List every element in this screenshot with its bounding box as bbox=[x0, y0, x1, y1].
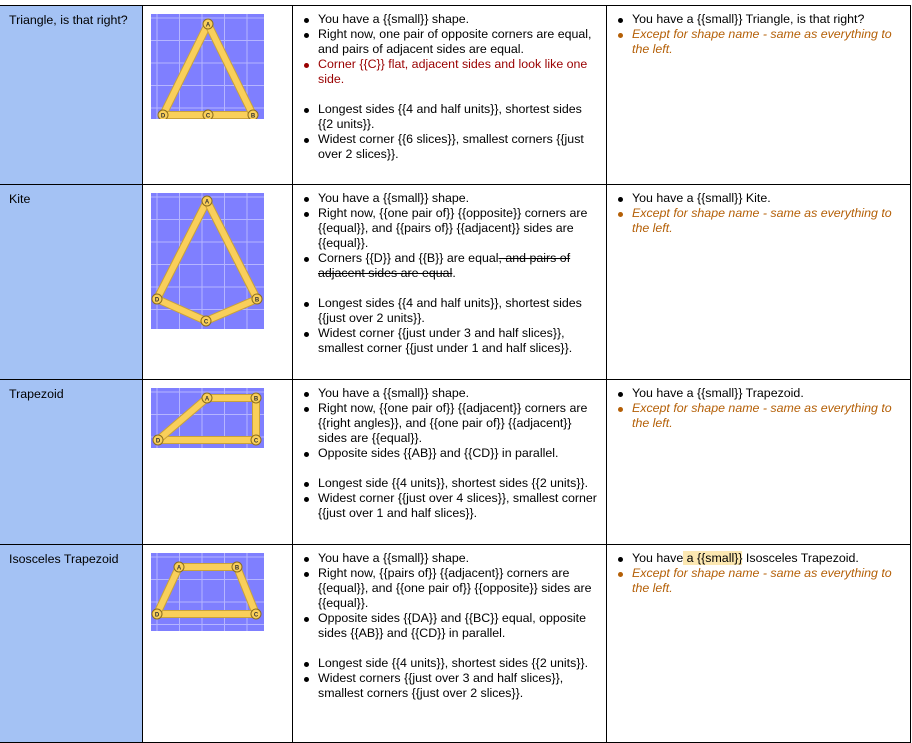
bullet-item bbox=[318, 102, 600, 132]
vertex-label: B bbox=[234, 565, 240, 572]
bullet-item bbox=[318, 611, 600, 641]
bullet-text: You have a {{small}} Triangle, is that right? bbox=[632, 12, 865, 26]
bullet-list bbox=[615, 386, 904, 431]
vertex-label: C bbox=[253, 612, 259, 619]
bullet-item bbox=[632, 27, 904, 57]
bullet-item bbox=[632, 386, 904, 401]
bullet-text: Longest side {{4 units}}, shortest sides {{2 units}}. bbox=[318, 656, 589, 670]
vertex-label: C bbox=[253, 438, 259, 445]
table-row bbox=[0, 185, 911, 380]
bullet-list bbox=[301, 386, 600, 461]
shape-name-cell bbox=[0, 6, 143, 185]
bullet-text: You have a {{small}} shape. bbox=[318, 12, 470, 26]
bullet-text: Corner {{C}} flat, adjacent sides and look like one side. bbox=[318, 57, 588, 86]
shape-name: Triangle, is that right? bbox=[9, 13, 128, 27]
shape-diagram bbox=[151, 193, 264, 329]
bullet-item bbox=[632, 191, 904, 206]
vertex-label: A bbox=[176, 565, 182, 572]
shape-name-cell bbox=[0, 545, 143, 743]
bullet-item bbox=[318, 566, 600, 611]
bullet-item bbox=[318, 12, 600, 27]
bullet-text: Widest corner {{6 slices}}, smallest corners {{just over 2 slices}}. bbox=[318, 132, 584, 161]
summary-cell bbox=[607, 545, 911, 743]
bullet-text: Right now, {{pairs of}} {{adjacent}} corners are {{equal}}, and {{one pair of}} {{opposite}} sides are {{equal}}. bbox=[318, 566, 592, 610]
bullet-item bbox=[318, 27, 600, 57]
bullet-text: Opposite sides {{AB}} and {{CD}} in parallel. bbox=[318, 446, 559, 460]
bullet-text: Longest sides {{4 and half units}}, shortest sides {{just over 2 units}}. bbox=[318, 296, 582, 325]
bullet-item bbox=[318, 132, 600, 162]
vertex-label: D bbox=[160, 113, 166, 119]
shapes-table bbox=[0, 5, 911, 743]
vertex-label: A bbox=[205, 22, 211, 29]
bullet-text: Right now, {{one pair of}} {{opposite}} corners are {{equal}}, and {{pairs of}} {{adjacent}} sides are {{equal}}. bbox=[318, 206, 588, 250]
shape-name-cell bbox=[0, 185, 143, 380]
bullet-item bbox=[632, 551, 904, 566]
struck-text: , and pairs of adjacent sides are equal bbox=[318, 251, 571, 280]
vertex-label: B bbox=[253, 396, 259, 403]
bullet-text: You have a {{small}} Kite. bbox=[632, 191, 771, 205]
bullet-item bbox=[318, 251, 600, 281]
description-cell bbox=[293, 6, 607, 185]
bullet-text: Widest corner {{just under 3 and half slices}}, smallest corner {{just under 1 and half slices}}. bbox=[318, 326, 573, 355]
bullet-item bbox=[318, 206, 600, 251]
bullet-item bbox=[318, 551, 600, 566]
bullet-item bbox=[318, 296, 600, 326]
shape-diagram bbox=[151, 553, 264, 631]
bullet-text: Widest corners {{just over 3 and half slices}}, smallest corners {{just over 2 slices}}. bbox=[318, 671, 564, 700]
bullet-text: Except for shape name - same as everything to the left. bbox=[632, 401, 892, 430]
spacer bbox=[301, 461, 600, 476]
summary-cell bbox=[607, 380, 911, 545]
bullet-item bbox=[632, 401, 904, 431]
bullet-item bbox=[318, 671, 600, 701]
bullet-list bbox=[301, 656, 600, 701]
bullet-item bbox=[632, 12, 904, 27]
vertex-label: A bbox=[204, 199, 210, 206]
summary-cell bbox=[607, 185, 911, 380]
bullet-item bbox=[318, 57, 600, 87]
bullet-list bbox=[615, 12, 904, 57]
bullet-text: Isosceles Trapezoid. bbox=[742, 551, 859, 565]
table-row bbox=[0, 380, 911, 545]
bullet-item bbox=[318, 476, 600, 491]
bullet-text: Except for shape name - same as everything to the left. bbox=[632, 566, 892, 595]
table-row bbox=[0, 545, 911, 743]
bullet-text: You have a {{small}} shape. bbox=[318, 386, 470, 400]
bullet-item bbox=[318, 191, 600, 206]
vertex-label: C bbox=[203, 319, 209, 326]
bullet-list bbox=[301, 476, 600, 521]
bullet-text: Longest sides {{4 and half units}}, shortest sides {{2 units}}. bbox=[318, 102, 582, 131]
bullet-item bbox=[318, 326, 600, 356]
description-cell bbox=[293, 185, 607, 380]
vertex-label: B bbox=[250, 113, 256, 119]
bullet-list bbox=[301, 296, 600, 356]
shape-image-cell bbox=[143, 380, 293, 545]
shape-name-cell bbox=[0, 380, 143, 545]
description-cell bbox=[293, 380, 607, 545]
bullet-text: You have bbox=[632, 551, 684, 565]
bullet-list bbox=[301, 551, 600, 641]
bullet-text: You have a {{small}} shape. bbox=[318, 551, 470, 565]
shape-diagram bbox=[151, 388, 264, 448]
bullet-text: Longest side {{4 units}}, shortest sides {{2 units}}. bbox=[318, 476, 589, 490]
bullet-text: Except for shape name - same as everything to the left. bbox=[632, 27, 892, 56]
bullet-item bbox=[632, 206, 904, 236]
bullet-item bbox=[318, 446, 600, 461]
spacer bbox=[301, 641, 600, 656]
shape-image-cell bbox=[143, 6, 293, 185]
vertex-label: D bbox=[155, 438, 161, 445]
vertex-label: A bbox=[204, 396, 210, 403]
bullet-text: . bbox=[452, 266, 456, 280]
vertex-label: D bbox=[154, 297, 160, 304]
shape-diagram bbox=[151, 14, 264, 119]
bullet-item bbox=[318, 656, 600, 671]
highlighted-text: a {{small}} bbox=[683, 551, 743, 565]
bullet-text: Except for shape name - same as everything to the left. bbox=[632, 206, 892, 235]
shape-image-cell bbox=[143, 185, 293, 380]
bullet-text: Right now, {{one pair of}} {{adjacent}} corners are {{right angles}}, and {{one pair of}} {{adjacent}} sides are {{equal}}. bbox=[318, 401, 588, 445]
shape-image-cell bbox=[143, 545, 293, 743]
bullet-list bbox=[615, 191, 904, 236]
bullet-text: Opposite sides {{DA}} and {{BC}} equal, opposite sides {{AB}} and {{CD}} in parallel. bbox=[318, 611, 586, 640]
spacer bbox=[301, 281, 600, 296]
bullet-text: You have a {{small}} Trapezoid. bbox=[632, 386, 804, 400]
shape-name: Kite bbox=[9, 192, 31, 206]
bullet-list bbox=[301, 102, 600, 162]
vertex-label: D bbox=[154, 612, 160, 619]
spacer bbox=[301, 87, 600, 102]
bullet-text: Corners {{D}} and {{B}} are equal bbox=[318, 251, 499, 265]
shape-name: Trapezoid bbox=[9, 387, 64, 401]
bullet-text: Widest corner {{just over 4 slices}}, smallest corner {{just over 1 and half slices}}. bbox=[318, 491, 597, 520]
vertex-label: C bbox=[205, 113, 211, 119]
bullet-item bbox=[318, 386, 600, 401]
bullet-list bbox=[301, 191, 600, 281]
bullet-item bbox=[318, 491, 600, 521]
bullet-list bbox=[301, 12, 600, 87]
bullet-text: You have a {{small}} shape. bbox=[318, 191, 470, 205]
bullet-text: Right now, one pair of opposite corners are equal, and pairs of adjacent sides are equal. bbox=[318, 27, 592, 56]
vertex-label: B bbox=[254, 297, 260, 304]
bullet-item bbox=[318, 401, 600, 446]
summary-cell bbox=[607, 6, 911, 185]
shape-name: Isosceles Trapezoid bbox=[9, 552, 119, 566]
bullet-list bbox=[615, 551, 904, 596]
bullet-item bbox=[632, 566, 904, 596]
table-row bbox=[0, 6, 911, 185]
description-cell bbox=[293, 545, 607, 743]
